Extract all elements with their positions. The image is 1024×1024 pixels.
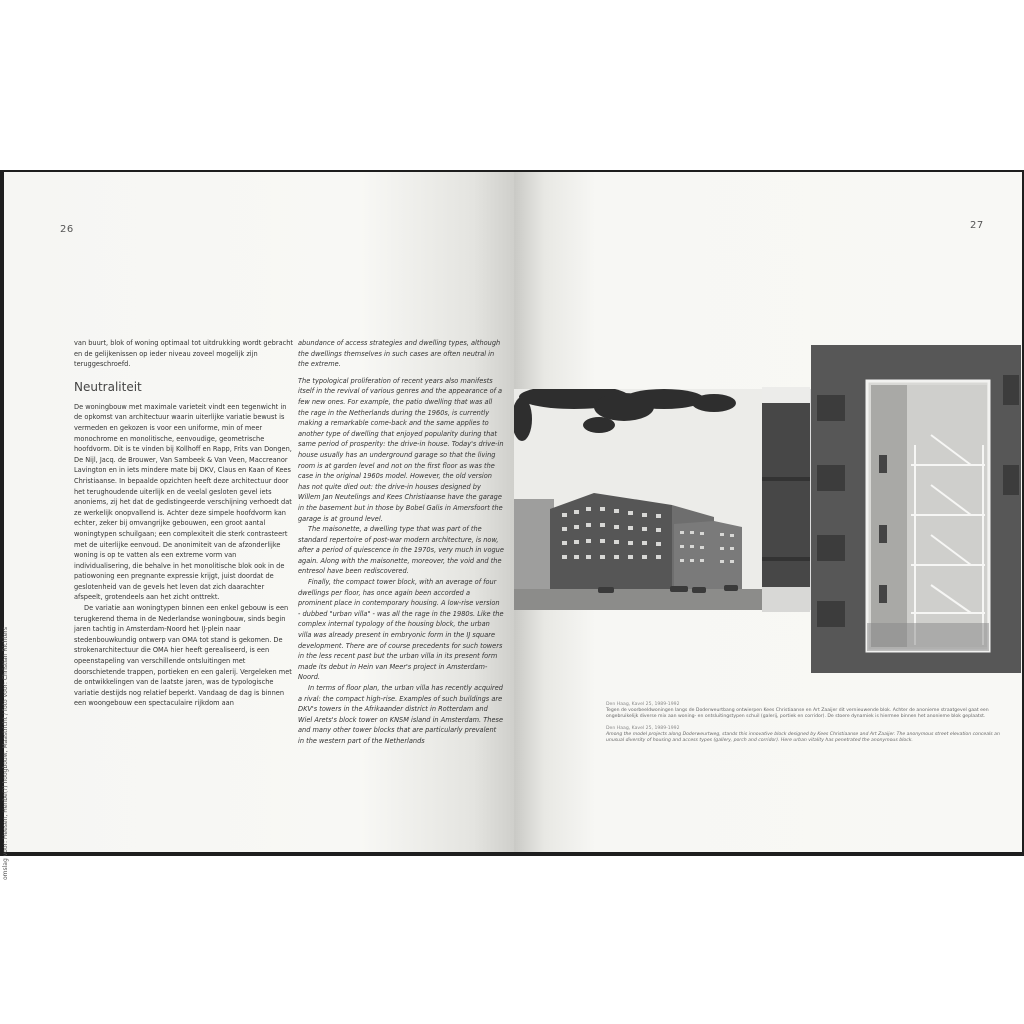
caption-2-text: Among the model projects along Doderweurtweg, stands this innovative block designed by Kees Christiaanse and Art Zaaijer. The anonymous street elevation conceals an unusual diversity of housing and access types (gallery, porch and corridor). Here urban vitality has penetrated the anonymous block. [606, 731, 1000, 744]
left-intro-text: van buurt, blok of woning optimaal tot uitdrukking wordt gebracht en de gelijkenissen op ieder niveau zoveel mogelijk zijn teruggeschroefd. [74, 339, 293, 369]
photo-captions [606, 702, 1006, 749]
mid-paragraph-1: The typological proliferation of recent years also manifests itself in the revival of various genres and the appearance of a few new ones. For example, the patio dwelling that was all the rage in the Netherlands during the 1960s, is currently making a remarkable come-back and the same applies to another type of dwelling that enjoyed popularity during that same period of prosperity: the drive-in house. Today's drive-in house usually has an underground garage so that the living room is at garden level and not on the first floor as was the case in the original 1960s model. However, the old version has not quite died out: the drive-in houses designed by Willem Jan Neutelings and Kees Christiaanse have the garage in the basement but in those by Bobel Galis in Amersfoort the garage is at ground level. [298, 376, 504, 523]
left-page [4, 172, 514, 852]
caption-2-title: Den Haag, Kavel 25, 1989-1992 [606, 725, 680, 731]
edge-photo-credit: omslag voor: Heesen, Henbe(?) hoogbouw, Maastricht / foto voor: Christian Richters [2, 626, 9, 880]
mid-intro-text: abundance of access strategies and dwelling types, although the dwellings themselves in such cases are often neutral in the extreme. [298, 339, 501, 369]
left-text-column [74, 338, 294, 709]
caption-1-text: Tegen de voorbeeldwoningen langs de Doderweurtbang ontwierpen Kees Christiaanse en Art Zaaijer dit vernieuwende blok. Achter de anonieme straatgevel gaat een ongebruikelijk diverse mix aan woning- en ontsluitingstypen schuil (galerij, portiek en corridor). De stoere dynamiek is hiermee binnen het anonieme blok geplaatst. [606, 708, 989, 720]
open-book-spread [0, 170, 1024, 880]
left-paragraph-2: De variatie aan woningtypen binnen een enkel gebouw is een terugkerend thema in de Nederlandse woningbouw, sinds begin jaren tachtig in Amsterdam-Noord het IJ-plein naar stedenbouwkundig ontwerp van OMA tot stand is gekomen. De strokenarchitectuur die OMA hier heeft gerealiseerd, is een opeenstapeling van verschillende ontsluitingen met doorschietende trappen, portieken en een galerij. Vergeleken met de ontwikkelingen van de laatste jaren, was de typologische variatie destijds nog relatief beperkt. Vandaag de dag is binnen een woongebouw een spectaculaire rijkdom aan [74, 604, 292, 708]
facade-detail-illustration [762, 387, 810, 612]
section-heading: Neutraliteit [74, 379, 142, 394]
photo-courtyard-stairs [811, 345, 1021, 673]
page-number-left: 26 [60, 224, 74, 235]
mid-paragraph-2: The maisonette, a dwelling type that was part of the standard repertoire of post-war modern architecture, is now, after a period of quiescence in the 1970s, very much in vogue again. Along with the maisonette, moreover, the void and the entresol have been rediscovered. [298, 525, 504, 576]
mid-paragraph-4: In terms of floor plan, the urban villa has recently acquired a rival: the compact high-rise. Examples of such buildings are DKV's towers in the Afrikaander district in Rotterdam and Wiel Arets's block tower on KNSM island in Amsterdam. These and many other tower blocks that are particularly prevalent in the western part of the Netherlands [298, 684, 504, 745]
middle-text-column [298, 338, 504, 747]
page-number-right: 27 [970, 220, 984, 231]
caption-1-title: Den Haag, Kavel 25, 1989-1992 [606, 702, 680, 707]
left-paragraph-1: De woningbouw met maximale varieteit vindt een tegenwicht in de opkomst van architectuur waarin uiterlijke variatie bewust is vermeden en gekozen is voor een uniforme, min of meer monochrome en monolitische, eenvoudige, geometrische hoofdvorm. Dit is te vinden bij Kollhoff en Rapp, Frits van Dongen, De Nijl, Jacq. de Brouwer, Van Sambeek & Van Veen, Maccreanor Lavington en in iets mindere mate bij DKV, Claus en Kaan of Kees Christiaanse. In bepaalde opzichten heeft deze architectuur door het terughoudende uiterlijk en de veelal gesloten gevel iets anoniems, zij het dat de gedistingeerde verschijning verhoedt dat ze werkelijk onopvallend is. Achter deze simpele hoofdvorm kan echter, zeker bij omvangrijke gebouwen, een groot aantal woningtypen schuilgaan; een complexiteit die sterk contrasteert met de uiterlijke eenvoud. De anonimiteit van de afzonderlijke woning is op te vatten als een extreme vorm van individualisering, die behalve in het monolitische blok ook in de patiowoning een pregnante expressie krijgt, juist doordat de geslotenheid van de gevels het leven dat zich daarachter afspeelt, grotendeels aan het zicht onttrekt. [74, 402, 292, 602]
mid-paragraph-3: Finally, the compact tower block, with an average of four dwellings per floor, has once again been accorded a prominent place in contemporary housing. A low-rise version - dubbed "urban villa" - was all the rage in the 1980s. Like the complex internal typology of the housing block, the urban villa was already present in embryonic form in the IJ square development. There are of course precedents for such towers in the less recent past but the urban villa in its present form made its debut in Hein van Meer's project in Amsterdam-Noord. [298, 578, 504, 682]
photo-facade-detail [762, 387, 810, 612]
courtyard-stairs-illustration [811, 345, 1021, 673]
right-page [514, 172, 1022, 852]
